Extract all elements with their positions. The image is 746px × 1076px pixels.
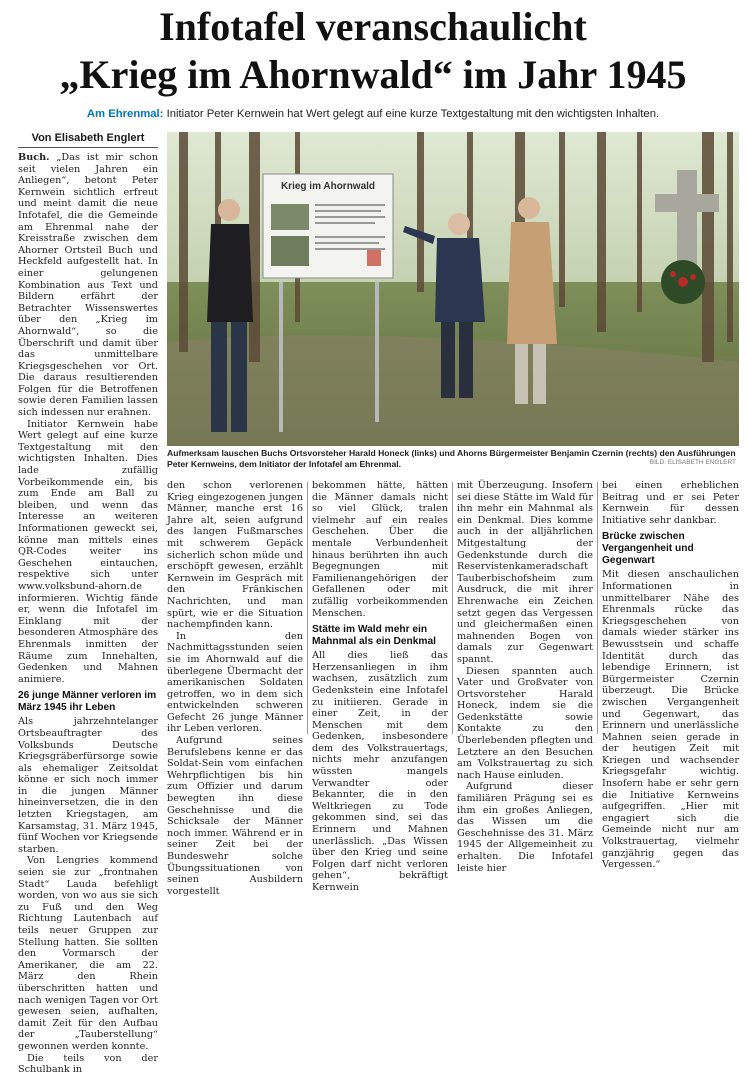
subheading: Stätte im Wald mehr ein Mahnmal als ein Denkmal [312, 624, 436, 648]
column-divider [597, 482, 598, 734]
author-byline: Von Elisabeth Englert [18, 132, 158, 148]
headline-line-2: „Krieg im Ahornwald“ im Jahr 1945 [59, 52, 687, 97]
article-column-5 [602, 480, 739, 871]
paragraph: Als jahrzehntelanger Ortsbeauftragter des Volksbunds Deutsche Kriegsgräberfürsorge sowie als ehemaliger Zeitsoldat könne er sich noch immer in die jungen Männer hineinversetzen, die in den letzten Kriegstagen, am Karsamstag, 31. März 1945, fünf Wochen vor Kriegsende starben. [18, 716, 158, 855]
photo-credit: BILD: ELISABETH ENGLERT [649, 459, 736, 466]
paragraph: Von Lengries kommend seien sie zur „frontnahen Stadt“ Lauda befehligt worden, von wo aus sie sich zu Fuß und den Weg Richtung Lautenbach auf teils neuer Gruppen zur Stellung hatten. Sie sollten den Vormarsch der Amerikaner, die am 22. März den Rhein überschritten hatten und nach wenigen Tagen vor Ort gewesen seien, aufhalten, damit Zeit für den Aufbau der „Tauberstellung“ gewonnen werden konnte. [18, 855, 158, 1052]
subline-text: Initiator Peter Kernwein hat Wert gelegt auf eine kurze Textgestaltung mit den wichtigsten Inhalten. [163, 108, 660, 120]
paragraph-text: „Das ist mir schon seit vielen Jahren ein Anliegen“, betont Peter Kernwein sichtlich erfreut und meint damit die neue Infotafel, die die Gemeinde am Ehrenmal nahe der Kreisstraße zwischen dem Ahorner Ortsteil Buch und Heckfeld aufgestellt hat. In einer gelungenen Kombination aus Text und Bildern erfährt der Betrachter Wissenswertes über den „Krieg im Ahornwald“, so die Überschrift und damit über das unmittelbare Kriegsgeschehen vor Ort. Die daraus resultierenden Folgen für die Betroffenen sowie deren Familien lassen sich indessen nur erahnen. [18, 152, 158, 419]
paragraph: mit Überzeugung. Insofern sei diese Stätte im Wald für ihn mehr ein Mahnmal als ein Denkmal. Dies komme auch in der alljährlichen Mitgestaltung der Gedenkstunde durch die Reservistenkameradschaft Tauberbischofsheim zum Ausdruck, die mit ihrer Ehrenwache ein Zeichen setzt gegen das Vergessen und gleichermaßen einen mahnenden Bogen von damals zur Gegenwart spannt. [457, 480, 593, 665]
paragraph: Aufgrund dieser familiären Prägung sei es ihm ein großes Anliegen, das Wissen um die Geschehnisse des 31. März 1945 der Allgemeinheit zu erhalten. Die Infotafel leiste hier [457, 781, 593, 874]
column-divider [452, 482, 453, 734]
forest-photo-illustration [167, 132, 739, 446]
article-column-1 [18, 152, 158, 1076]
headline-line-1: Infotafel veranschaulicht [159, 4, 587, 49]
dateline: Buch. [18, 152, 50, 163]
paragraph: Diesen spannten auch Vater und Großvater von Ortsvorsteher Harald Honeck, indem sie die Gedenkstätte sowie Kontakte zu den Überlebenden pflegten und Letztere an den Besuchen am Volkstrauertag zu sich nach Hause einluden. [457, 665, 593, 781]
subline [0, 108, 746, 120]
paragraph: Initiator Kernwein habe Wert gelegt auf eine kurze Textgestaltung mit den wichtigsten Inhalten. Dies lade zufällig Vorbeikommende ein, bis zum Ende am Ball zu bleiben, und wenn das Interesse an weiteren Informationen geweckt sei, könne man mittels eines QR-Codes weiter ins Geschehen eintauchen, respektive sich unter www.volksbund-ahorn.de informieren. Wichtig fände er, wenn die Infotafel im Einklang mit der besonderen Atmosphäre des Ehrenmals inmitten der Räume zum Innehalten, Gedenken und Mahnen animiere. [18, 418, 158, 685]
paragraph: den schon verlorenen Krieg eingezogenen jungen Männer, manche erst 16 Jahre alt, seien aufgrund des langen Fußmarsches mit schwerem Gepäck sicherlich schon müde und erschöpft gewesen, erzählt Kernwein im Gespräch mit den Fränkischen Nachrichten, und man spürt, wie er die Situation nachempfinden kann. [167, 480, 303, 631]
paragraph: bei einen erheblichen Beitrag und er sei Peter Kernwein für dessen Initiative sehr dankbar. [602, 480, 739, 526]
paragraph: bekommen hätte, hätten die Männer damals nicht so viel Glück, tralen vielmehr auf ein reales Geschehen. Über die mentale Verbundenheit hinaus berührten ihn auch Begegnungen mit Familienangehörigen der Gefallenen oder mit zufällig vorbeikommenden Menschen. [312, 480, 448, 619]
sign-title: Krieg im Ahornwald [280, 181, 376, 192]
column-divider [307, 482, 308, 734]
paragraph [18, 152, 158, 419]
photo-caption: Aufmerksam lauschen Buchs Ortsvorsteher Harald Honeck (links) und Ahorns Bürgermeister Benjamin Czernin (rechts) den Ausführungen Peter Kernweins, dem Initiator der Infotafel am Ehrenmal. [167, 448, 736, 469]
article-column-4 [457, 480, 593, 874]
paragraph: In den Nachmittagsstunden seien sie im Ahornwald auf die überlegene Übermacht der amerikanischen Soldaten getroffen, wo in dem sich entwickelnden schweren Gefecht 26 junge Männer ihr Leben verloren. [167, 630, 303, 735]
paragraph: Aufgrund seines Berufslebens kenne er das Soldat-Sein vom einfachen Wehrpflichtigen bis hin zum Offizier und darum bewegten ihn diese Geschehnisse und die Schicksale der Männer noch immer. Während er in seiner Zeit bei der Bundeswehr solche Übungssituationen von seinen Ausbildern vorgestellt [167, 735, 303, 897]
paragraph: Mit diesen anschaulichen Informationen in unmittelbarer Nähe des Ehrenmals rücke das Kriegsgeschehen von damals wieder stärker ins Bewusstsein und schaffe Identität durch das lebendige Erinnern, ist Bürgermeister Czernin überzeugt. Die Brücke zwischen Vergangenheit und Gegenwart, das Erinnern und unerlässliche Mahnen seien gerade in der heutigen Zeit mit Kriegen und wachsender Kriegsgefahr wichtig. Insofern habe er sehr gern die Initiative Kernweins aufgegriffen. „Hier mit engagiert sich die Gemeinde nicht nur am Volkstrauertag, vielmehr ganzjährig gegen das Vergessen.“ [602, 569, 739, 871]
article-column-2 [167, 480, 303, 897]
paragraph: Die teils von der Schulbank in [18, 1052, 158, 1076]
article-photo [167, 132, 739, 446]
subheading: Brücke zwischen Vergangenheit und Gegenwart [602, 531, 694, 567]
paragraph: All dies ließ das Herzensanliegen in ihm wachsen, zusätzlich zum Gedenkstein eine Infotafel zu initiieren. Gerade in einer Zeit, in der Menschen mit dem Gedenken, insbesondere dem des Volkstrauertags, nichts mehr anzufangen wüssten mangels Verwandter oder Bekannter, die in den Weltkriegen zu Tode gekommen sind, sei das Erinnern und Mahnen unerlässlich. „Das Wissen über den Krieg und seine Folgen darf nicht verloren gehen“, bekräftigt Kernwein [312, 650, 448, 893]
article-column-3 [312, 480, 448, 893]
subheading: 26 junge Männer verloren im März 1945 ihr Leben [18, 690, 157, 714]
subline-lead: Am Ehrenmal: [86, 108, 164, 120]
